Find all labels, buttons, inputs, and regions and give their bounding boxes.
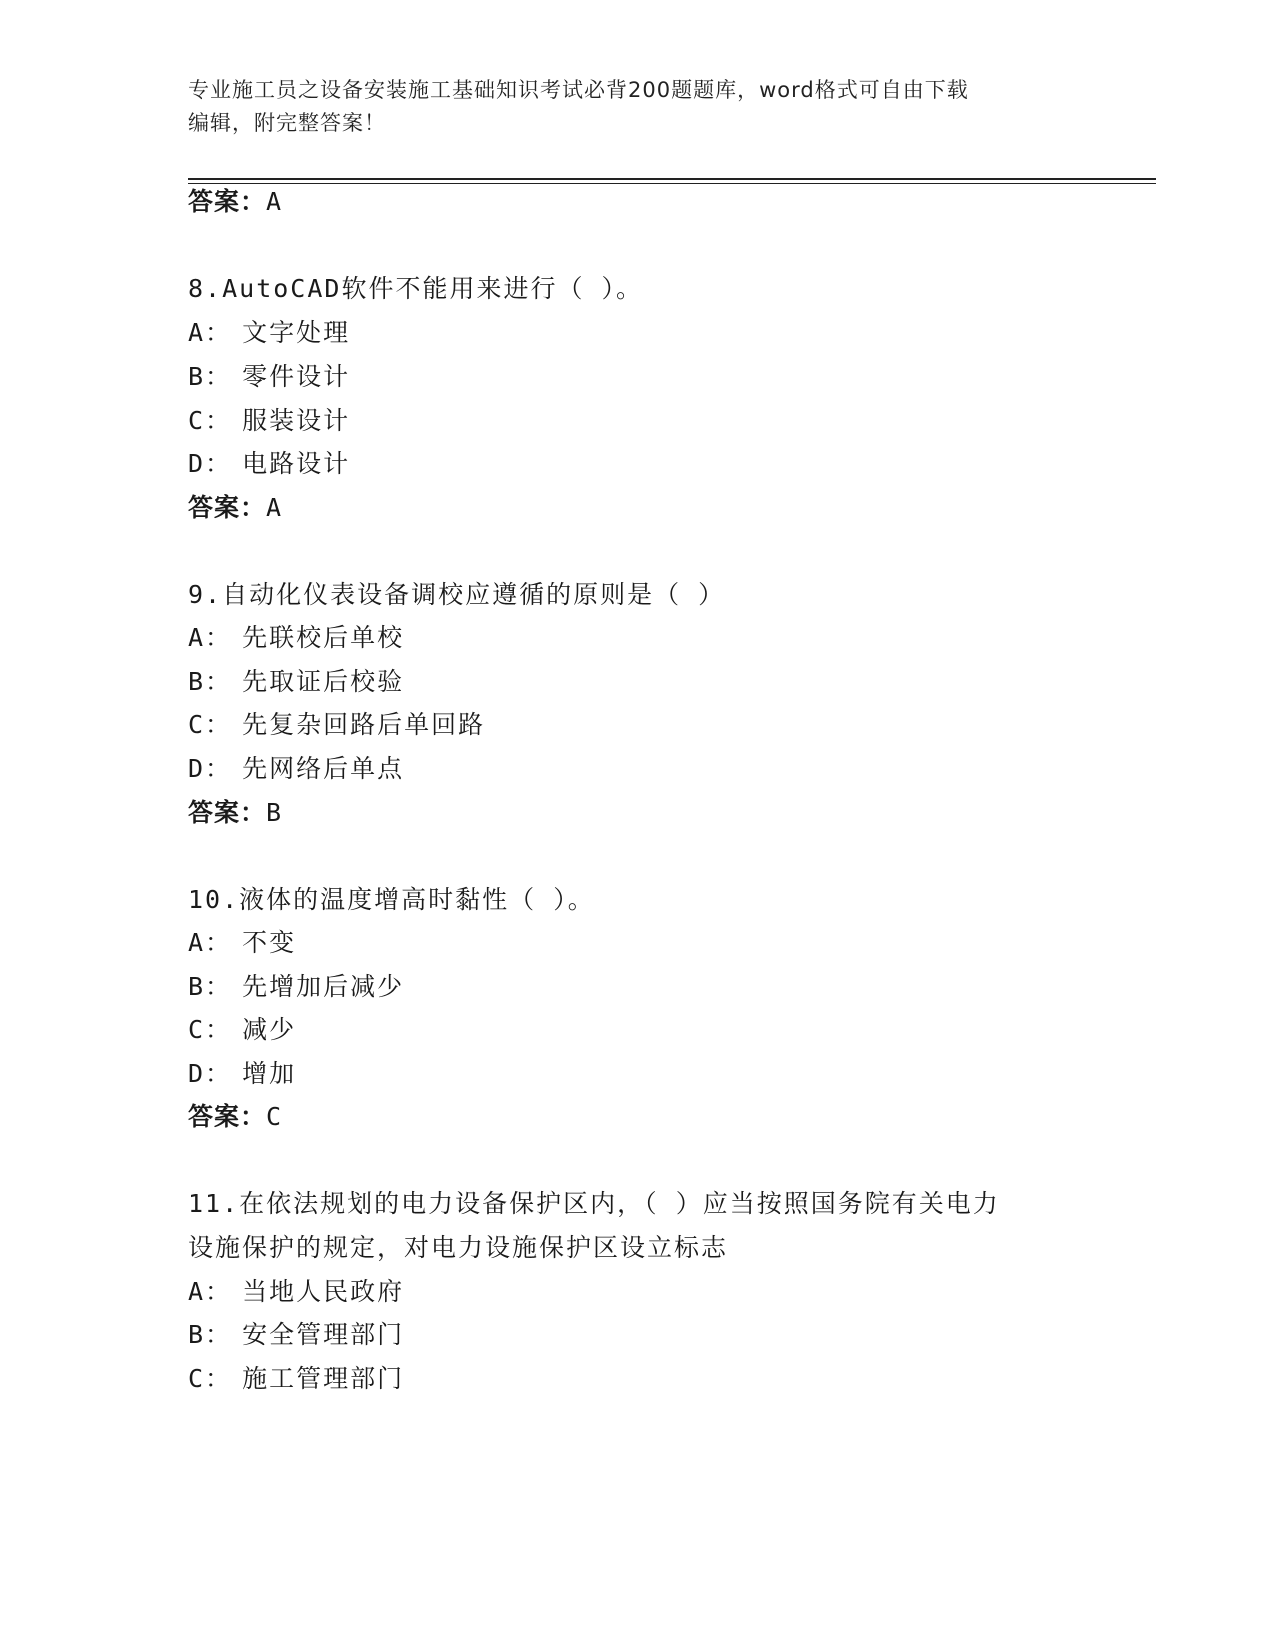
option-text: 电路设计 <box>242 449 351 478</box>
option-key: C： <box>188 1015 233 1044</box>
answer-value: C <box>266 1102 283 1131</box>
header-line-2: 编辑，附完整答案！ <box>188 111 386 135</box>
option-key: A： <box>188 928 233 957</box>
option-text: 先复杂回路后单回路 <box>242 710 486 739</box>
question-8-option-c <box>188 405 350 437</box>
question-8-option-b <box>188 361 350 393</box>
option-key: A： <box>188 623 233 652</box>
option-text: 零件设计 <box>242 362 351 391</box>
option-text: 先增加后减少 <box>242 972 405 1001</box>
question-9-option-b <box>188 666 404 698</box>
question-11-text-line-1: 11.在依法规划的电力设备保护区内，（ ）应当按照国务院有关电力 <box>188 1189 1000 1218</box>
question-8-option-d <box>188 448 350 480</box>
question-8-option-a <box>188 317 350 349</box>
question-9-option-c <box>188 709 485 741</box>
option-text: 安全管理部门 <box>242 1320 405 1349</box>
question-9-option-d <box>188 753 404 785</box>
option-key: B： <box>188 1320 233 1349</box>
question-10-option-d <box>188 1058 296 1090</box>
question-11-option-c <box>188 1363 404 1395</box>
question-10-option-c <box>188 1014 296 1046</box>
option-key: C： <box>188 710 233 739</box>
question-8-answer <box>188 492 282 524</box>
option-key: B： <box>188 362 233 391</box>
option-text: 当地人民政府 <box>242 1277 405 1306</box>
option-key: B： <box>188 972 233 1001</box>
option-key: D： <box>188 449 233 478</box>
option-text: 不变 <box>242 928 297 957</box>
option-text: 减少 <box>242 1015 297 1044</box>
option-key: B： <box>188 667 233 696</box>
option-key: C： <box>188 1364 233 1393</box>
document-header <box>188 74 1088 140</box>
answer-value: A <box>266 187 283 216</box>
option-text: 服装设计 <box>242 406 351 435</box>
header-divider <box>188 178 1156 184</box>
option-text: 施工管理部门 <box>242 1364 405 1393</box>
option-key: D： <box>188 754 233 783</box>
question-10-option-b <box>188 971 404 1003</box>
question-9-text: 9.自动化仪表设备调校应遵循的原则是（ ） <box>188 580 726 609</box>
option-key: C： <box>188 406 233 435</box>
option-key: D： <box>188 1059 233 1088</box>
question-11-option-a <box>188 1276 404 1308</box>
header-line-1: 专业施工员之设备安装施工基础知识考试必背200题题库，word格式可自由下载 <box>188 78 969 102</box>
answer-label: 答案： <box>188 1102 267 1131</box>
answer-label: 答案： <box>188 187 267 216</box>
question-8-text: 8.AutoCAD软件不能用来进行（ ）。 <box>188 274 644 303</box>
question-10-text: 10.液体的温度增高时黏性（ ）。 <box>188 885 595 914</box>
option-text: 文字处理 <box>242 318 351 347</box>
option-key: A： <box>188 1277 233 1306</box>
question-10-option-a <box>188 927 296 959</box>
answer-line-prev <box>188 186 282 218</box>
answer-value: B <box>266 798 283 827</box>
question-9-option-a <box>188 622 404 654</box>
answer-label: 答案： <box>188 798 267 827</box>
option-text: 增加 <box>242 1059 297 1088</box>
answer-label: 答案： <box>188 493 267 522</box>
option-text: 先网络后单点 <box>242 754 405 783</box>
question-9-answer <box>188 797 282 829</box>
option-key: A： <box>188 318 233 347</box>
answer-value: A <box>266 493 283 522</box>
question-11-text-line-2: 设施保护的规定，对电力设施保护区设立标志 <box>188 1233 729 1262</box>
option-text: 先联校后单校 <box>242 623 405 652</box>
question-11-option-b <box>188 1319 404 1351</box>
question-10-answer <box>188 1101 282 1133</box>
option-text: 先取证后校验 <box>242 667 405 696</box>
